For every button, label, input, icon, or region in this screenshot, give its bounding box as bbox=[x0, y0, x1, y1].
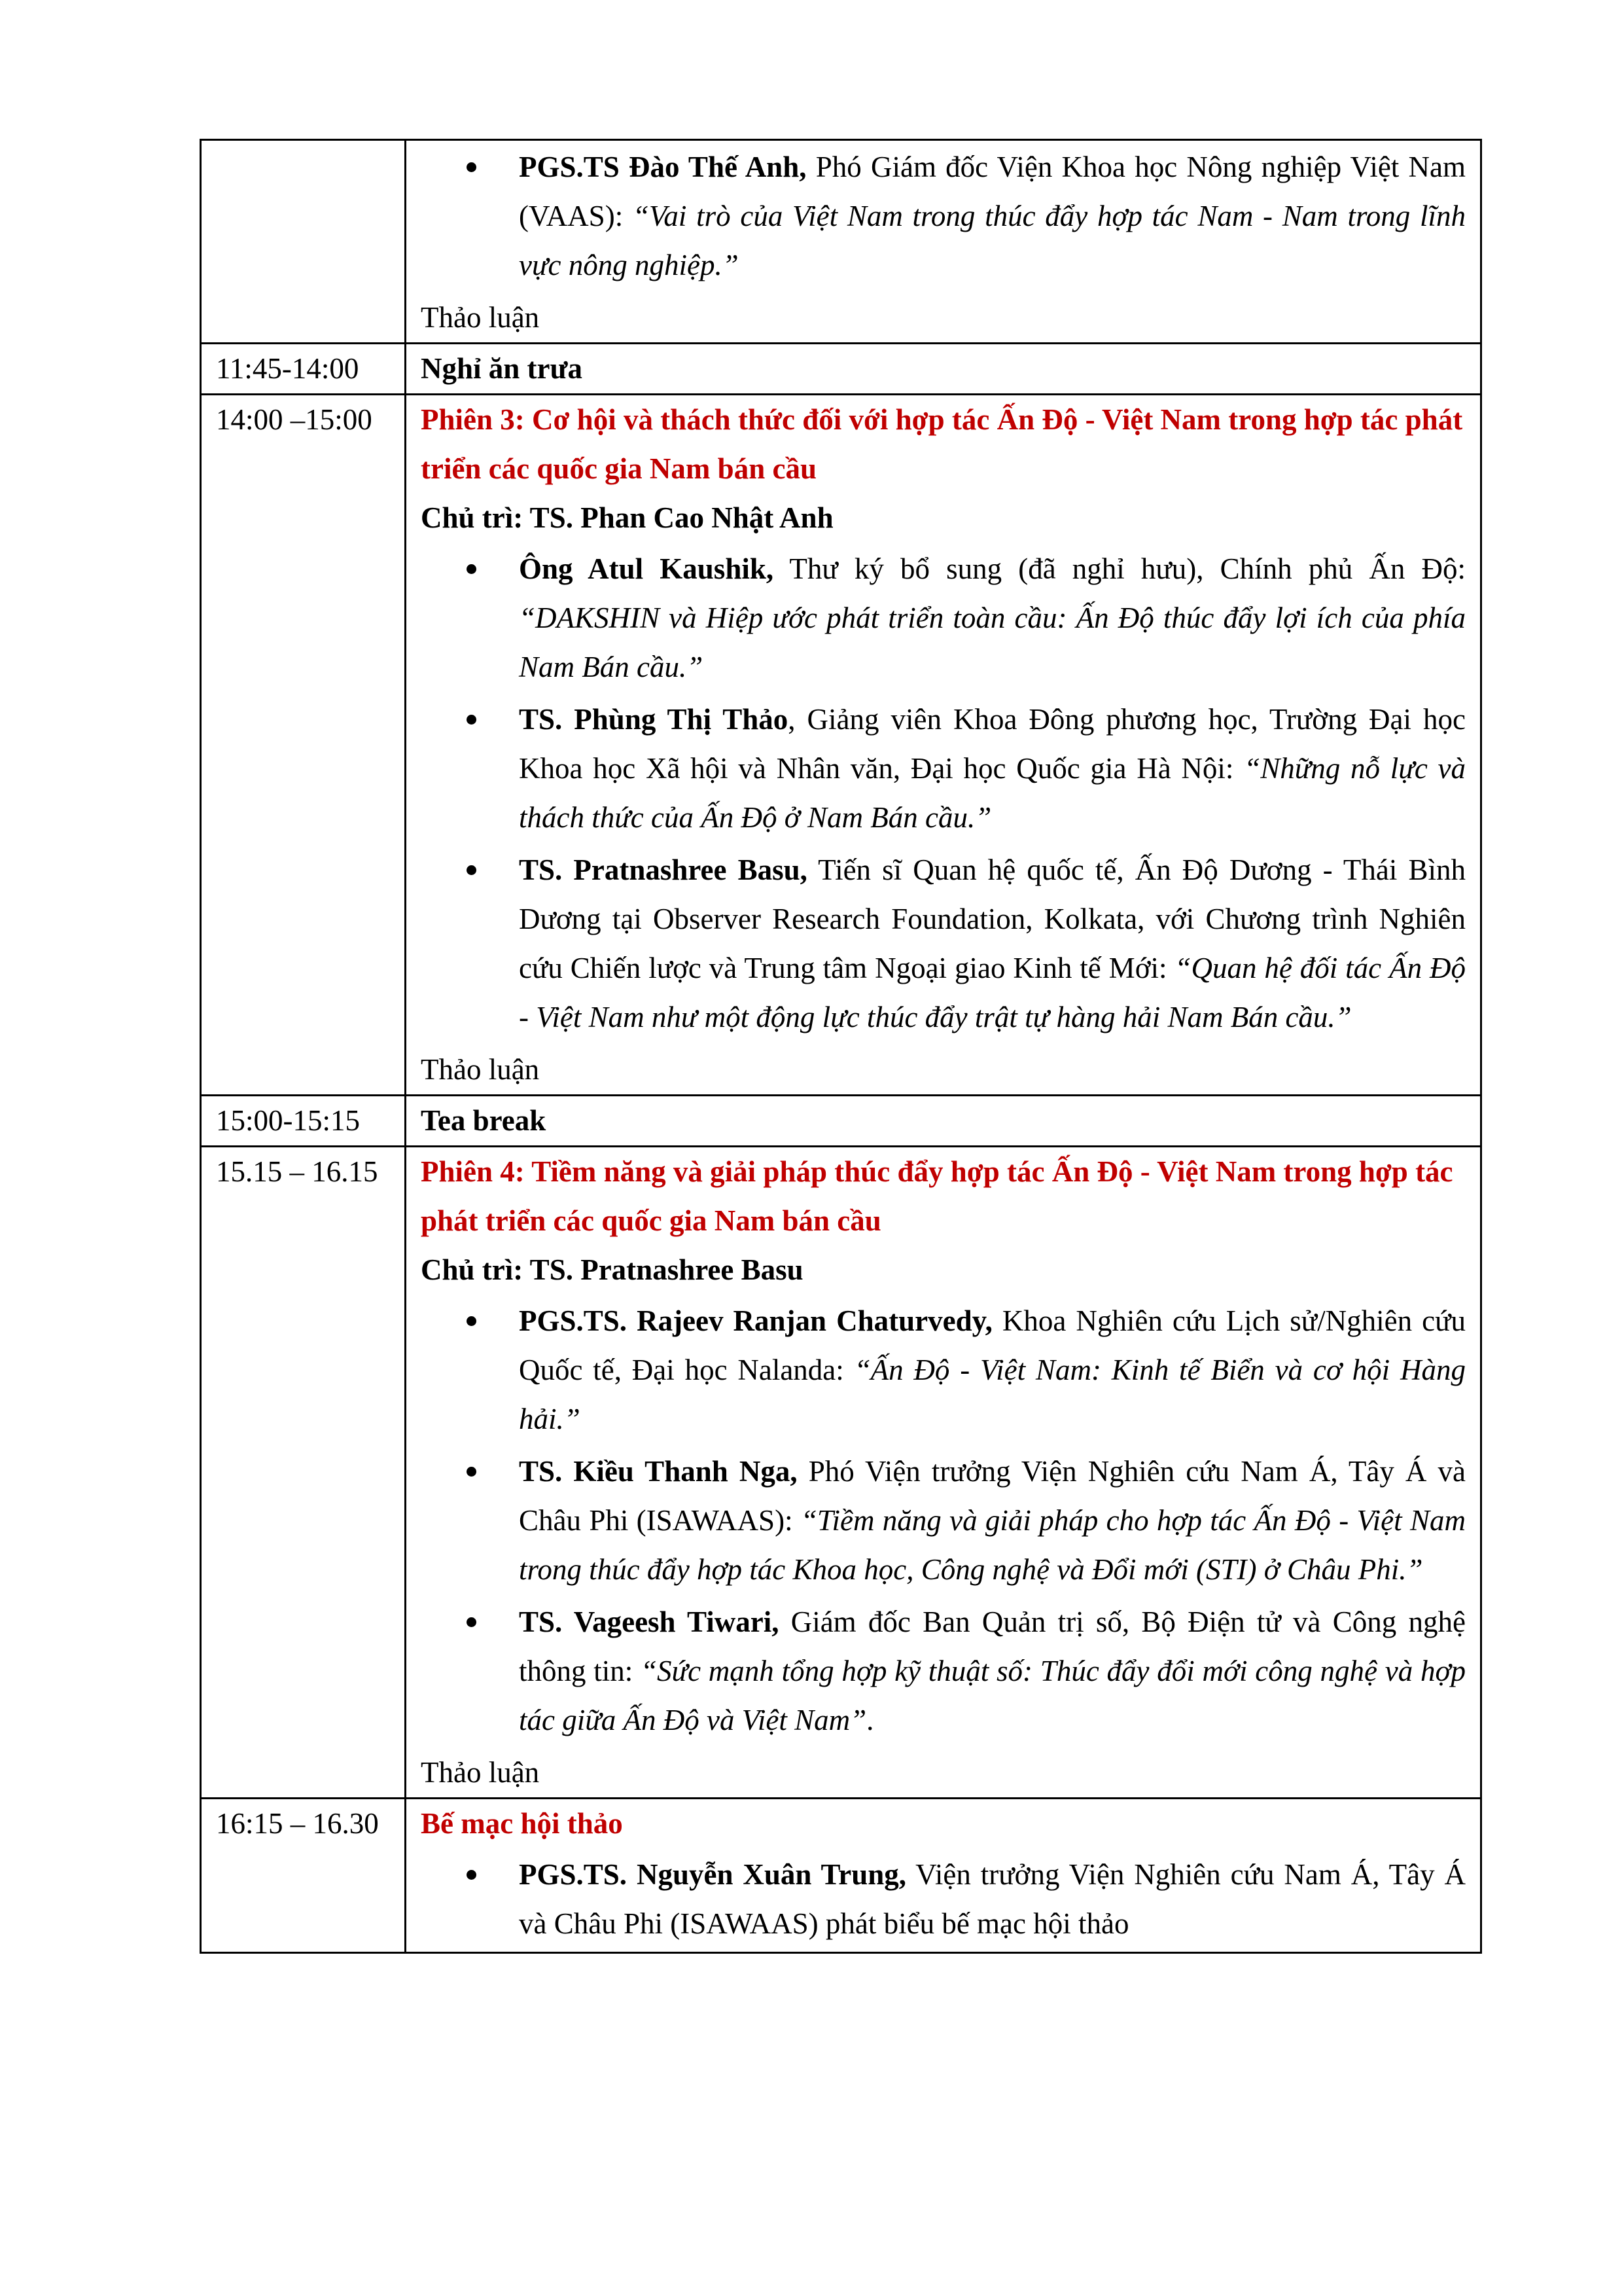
speaker-item bbox=[421, 1850, 1466, 1948]
time-cell bbox=[201, 140, 406, 344]
speaker-role: Giám đốc Ban Quản trị số, Bộ Điện tử và Công nghệ thông tin: bbox=[519, 1605, 1466, 1687]
speaker-role: Phó Giám đốc Viện Khoa học Nông nghiệp Việt Nam (VAAS): bbox=[519, 151, 1466, 232]
speaker-name: PGS.TS Đào Thế Anh, bbox=[519, 151, 807, 183]
content-cell bbox=[406, 395, 1481, 1096]
speaker-list bbox=[421, 1850, 1466, 1948]
speaker-item bbox=[421, 1598, 1466, 1745]
talk-title: “Sức mạnh tổng hợp kỹ thuật số: Thúc đẩy đổi mới công nghệ và hợp tác giữa Ấn Độ và Việt Nam” bbox=[519, 1655, 1466, 1736]
discussion-label: Thảo luận bbox=[421, 1053, 540, 1086]
bullet-icon bbox=[467, 1870, 476, 1880]
speaker-name: TS. Phùng Thị Thảo bbox=[519, 703, 788, 736]
agenda-row bbox=[201, 395, 1481, 1096]
speaker-name: TS. Vageesh Tiwari, bbox=[519, 1605, 779, 1638]
time-cell: 14:00 –15:00 bbox=[201, 395, 406, 1096]
session-chair: Chủ trì: TS. Pratnashree Basu bbox=[421, 1253, 803, 1286]
break-heading: Nghỉ ăn trưa bbox=[421, 352, 583, 385]
speaker-name: TS. Kiều Thanh Nga, bbox=[519, 1455, 798, 1488]
time-cell: 15:00-15:15 bbox=[201, 1096, 406, 1147]
agenda-table bbox=[200, 139, 1482, 1954]
speaker-item bbox=[421, 1297, 1466, 1444]
agenda-row bbox=[201, 344, 1481, 395]
discussion-label: Thảo luận bbox=[421, 301, 540, 334]
agenda-row bbox=[201, 1096, 1481, 1147]
speaker-item bbox=[421, 545, 1466, 692]
session-title: Phiên 4: Tiềm năng và giải pháp thúc đẩy hợp tác Ấn Độ - Việt Nam trong hợp tác phát triển các quốc gia Nam bán cầu bbox=[421, 1155, 1453, 1237]
time-cell: 16:15 – 16.30 bbox=[201, 1799, 406, 1953]
speaker-item bbox=[421, 846, 1466, 1042]
content-cell bbox=[406, 140, 1481, 344]
talk-title: “Những nỗ lực và thách thức của Ấn Độ ở Nam Bán cầu.” bbox=[519, 752, 1466, 834]
time-cell: 15.15 – 16.15 bbox=[201, 1147, 406, 1799]
speaker-item bbox=[421, 695, 1466, 842]
bullet-icon bbox=[467, 865, 476, 875]
content-cell bbox=[406, 1799, 1481, 1953]
speaker-name: TS. Pratnashree Basu, bbox=[519, 853, 807, 886]
bullet-icon bbox=[467, 564, 476, 574]
speaker-list bbox=[421, 545, 1466, 1042]
break-heading: Tea break bbox=[421, 1104, 546, 1137]
speaker-list bbox=[421, 143, 1466, 290]
speaker-name: Ông Atul Kaushik, bbox=[519, 552, 774, 585]
talk-tail: . bbox=[866, 1704, 874, 1736]
talk-title: “Tiềm năng và giải pháp cho hợp tác Ấn Độ - Việt Nam trong thúc đẩy hợp tác Khoa học, Công nghệ và Đổi mới (STI) ở Châu Phi.” bbox=[519, 1504, 1466, 1586]
content-cell bbox=[406, 1096, 1481, 1147]
time-cell: 11:45-14:00 bbox=[201, 344, 406, 395]
talk-title: “Vai trò của Việt Nam trong thúc đẩy hợp tác Nam - Nam trong lĩnh vực nông nghiệp.” bbox=[519, 200, 1466, 281]
speaker-role: , Giảng viên Khoa Đông phương học, Trường Đại học Khoa học Xã hội và Nhân văn, Đại học Quốc gia Hà Nội: bbox=[519, 703, 1466, 785]
agenda-row bbox=[201, 1147, 1481, 1799]
talk-title: “Quan hệ đối tác Ấn Độ - Việt Nam như một động lực thúc đẩy trật tự hàng hải Nam Bán cầu.” bbox=[519, 952, 1466, 1033]
bullet-icon bbox=[467, 162, 476, 172]
speaker-name: PGS.TS. Rajeev Ranjan Chaturvedy, bbox=[519, 1304, 993, 1337]
speaker-item bbox=[421, 143, 1466, 290]
agenda-row bbox=[201, 1799, 1481, 1953]
session-title: Phiên 3: Cơ hội và thách thức đối với hợp tác Ấn Độ - Việt Nam trong hợp tác phát triển các quốc gia Nam bán cầu bbox=[421, 403, 1463, 485]
discussion-label: Thảo luận bbox=[421, 1756, 540, 1789]
speaker-name: PGS.TS. Nguyễn Xuân Trung, bbox=[519, 1858, 907, 1891]
session-title: Bế mạc hội thảo bbox=[421, 1807, 623, 1840]
agenda-row bbox=[201, 140, 1481, 344]
content-cell bbox=[406, 344, 1481, 395]
talk-title: “DAKSHIN và Hiệp ước phát triển toàn cầu: Ấn Độ thúc đẩy lợi ích của phía Nam Bán cầu.” bbox=[519, 601, 1466, 683]
speaker-role: Viện trưởng Viện Nghiên cứu Nam Á, Tây Á và Châu Phi (ISAWAAS) phát biểu bế mạc hội thảo bbox=[519, 1858, 1466, 1940]
bullet-icon bbox=[467, 1467, 476, 1477]
content-cell bbox=[406, 1147, 1481, 1799]
speaker-role: Khoa Nghiên cứu Lịch sử/Nghiên cứu Quốc tế, Đại học Nalanda: bbox=[519, 1304, 1466, 1386]
speaker-role: Phó Viện trưởng Viện Nghiên cứu Nam Á, Tây Á và Châu Phi (ISAWAAS): bbox=[519, 1455, 1466, 1537]
talk-title: “Ấn Độ - Việt Nam: Kinh tế Biển và cơ hội Hàng hải.” bbox=[519, 1354, 1466, 1435]
session-chair: Chủ trì: TS. Phan Cao Nhật Anh bbox=[421, 501, 834, 534]
speaker-role: Thư ký bổ sung (đã nghỉ hưu), Chính phủ Ấn Độ: bbox=[773, 552, 1466, 585]
bullet-icon bbox=[467, 715, 476, 725]
bullet-icon bbox=[467, 1617, 476, 1627]
speaker-list bbox=[421, 1297, 1466, 1745]
bullet-icon bbox=[467, 1316, 476, 1326]
speaker-role: Tiến sĩ Quan hệ quốc tế, Ấn Độ Dương - Thái Bình Dương tại Observer Research Foundation, Kolkata, với Chương trình Nghiên cứu Chiến lược và Trung tâm Ngoại giao Kinh tế Mới: bbox=[519, 853, 1466, 984]
speaker-item bbox=[421, 1447, 1466, 1594]
